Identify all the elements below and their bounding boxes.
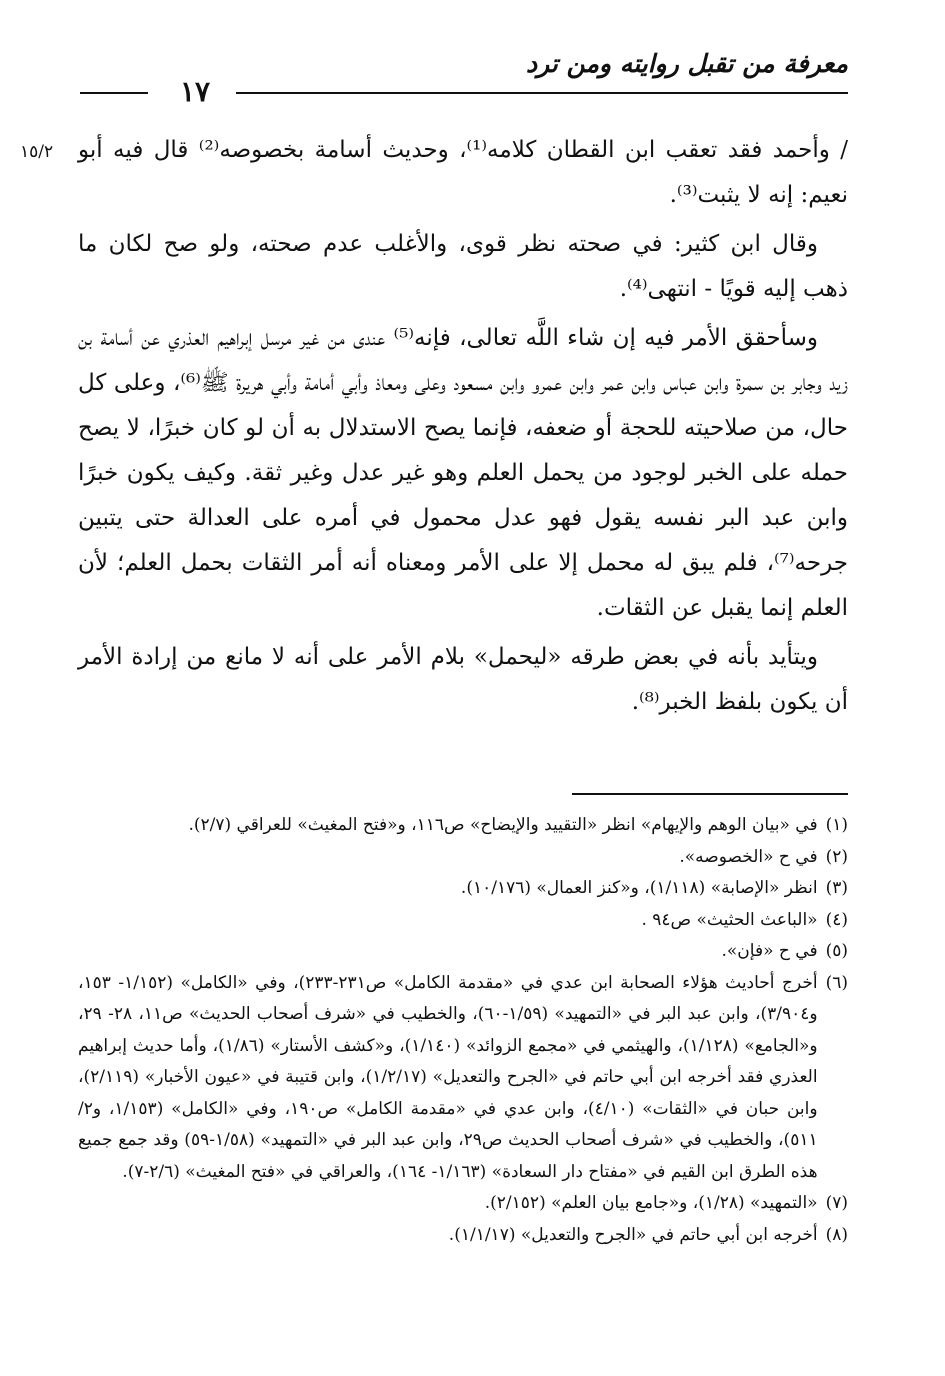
margin-note: ١٥/٢	[20, 142, 54, 162]
footnotes	[78, 810, 848, 1251]
footnote-number: (٤)	[825, 909, 848, 930]
footnote	[78, 873, 848, 905]
footnote	[78, 936, 848, 968]
footnote-text: في «بيان الوهم والإيهام» انظر «التقييد والإيضاح» ص١١٦، و«فتح المغيث» للعراقي (٢/٧).	[188, 815, 818, 835]
paragraph: / وأحمد فقد تعقب ابن القطان كلامه⁽¹⁾، وحديث أسامة بخصوصه⁽²⁾ قال فيه أبو نعيم: إنه لا يثبت⁽³⁾.	[78, 137, 848, 208]
paragraph: وسأحقق الأمر فيه إن شاء اللَّه تعالى، فإنه⁽⁵⁾ عندى من غير مرسل إبراهيم العذري عن أسامة بن زيد وجابر بن سمرة وابن عباس وابن عمر وابن عمرو وابن مسعود وعلى ومعاذ وأبي أمامة وأبي هريرة ﷺ⁽⁶⁾، وعلى كل حال، من صلاحيته للحجة أو ضعفه، فإنما يصح الاستدلال به أن لو كان خبرًا، لا يصح حمله على الخبر لوجود من يحمل العلم وهو غير عدل وغير ثقة. وكيف يكون خبرًا وابن عبد البر نفسه يقول فهو عدل محمول في أمره على العدالة حتى يتبين جرحه⁽⁷⁾، فلم يبق له محمل إلا على الأمر ومعناه أنه أمر الثقات بحمل العلم؛ لأن العلم إنما يقبل عن الثقات.	[78, 325, 848, 621]
footnote-text: في ح «الخصوصه».	[679, 846, 818, 867]
footnote-text: «الباعث الحثيث» ص٩٤ .	[641, 909, 818, 930]
paragraph: وقال ابن كثير: في صحته نظر قوى، والأغلب عدم صحته، ولو صح لكان ما ذهب إليه قويًا - انتهى⁽⁴⁾.	[78, 231, 848, 302]
footnote-text: أخرجه ابن أبي حاتم في «الجرح والتعديل» (١/١/١٧).	[448, 1224, 818, 1245]
footnote-number: (٦)	[825, 972, 848, 993]
footnote	[78, 905, 848, 937]
footnote-text: في ح «فإن».	[721, 941, 818, 961]
footnote-number: (٧)	[825, 1193, 848, 1213]
footnote	[78, 1220, 848, 1252]
header-rule	[236, 92, 848, 94]
main-text	[78, 128, 848, 725]
footnote	[78, 810, 848, 842]
footnote-number: (٢)	[825, 846, 848, 867]
footnote-text: «التمهيد» (١/٢٨)، و«جامع بيان العلم» (٢/١٥٢).	[484, 1193, 818, 1213]
footnote-text: أخرج أحاديث هؤلاء الصحابة ابن عدي في «مقدمة الكامل» ص٢٣١-٢٣٣)، وفي «الكامل» (١/١٥٢- ١٥٣، و٣/٩٠٤)، وابن عبد البر في «التمهيد» (١/٥٩-٦٠)، والخطيب في «شرف أصحاب الحديث» ص١١، ٢٨- ٢٩، و«الجامع» (١/١٢٨)، والهيثمي في «مجمع الزوائد» (١/١٤٠)، و«كشف الأستار» (١/٨٦)، وأما حديث إبراهيم العذري فقد أخرجه ابن أبي حاتم في «الجرح والتعديل» (١/٢/١٧)، وابن قتيبة في «عيون الأخبار» (٢/١١٩)، وابن حبان في «الثقات» (٤/١٠)، وابن عدي في «مقدمة الكامل» ص١٩٠، وفي «الكامل» (١/١٥٣، و٢/ ٥١١)، والخطيب في «شرف أصحاب الحديث ص٢٩، وابن عبد البر في «التمهيد» (١/٥٨-٥٩) وقد جمع جميع هذه الطرق ابن القيم في «مفتاح دار السعادة» (١/١٦٣- ١٦٤)، والعراقي في «فتح المغيث» (٢/٦-٧).	[78, 972, 818, 1182]
page-number: ١٧	[174, 74, 216, 110]
footnote-separator	[572, 793, 848, 795]
footnote-number: (٣)	[825, 878, 848, 898]
footnote	[78, 842, 848, 874]
footnote-text: انظر «الإصابة» (١/١١٨)، و«كنز العمال» (١٠/١٧٦).	[460, 878, 818, 898]
paragraph: ويتأيد بأنه في بعض طرقه «ليحمل» بلام الأمر على أنه لا مانع من إرادة الأمر أن يكون بلفظ الخبر⁽⁸⁾.	[78, 644, 848, 715]
footnote	[78, 1188, 848, 1220]
footnote-number: (٨)	[825, 1224, 848, 1245]
footnote	[78, 968, 848, 1189]
footnote-number: (١)	[825, 815, 848, 835]
header-rule-left	[80, 92, 148, 94]
footnote-number: (٥)	[825, 941, 848, 961]
running-header-title: معرفة من تقبل روايته ومن ترد	[526, 49, 848, 78]
